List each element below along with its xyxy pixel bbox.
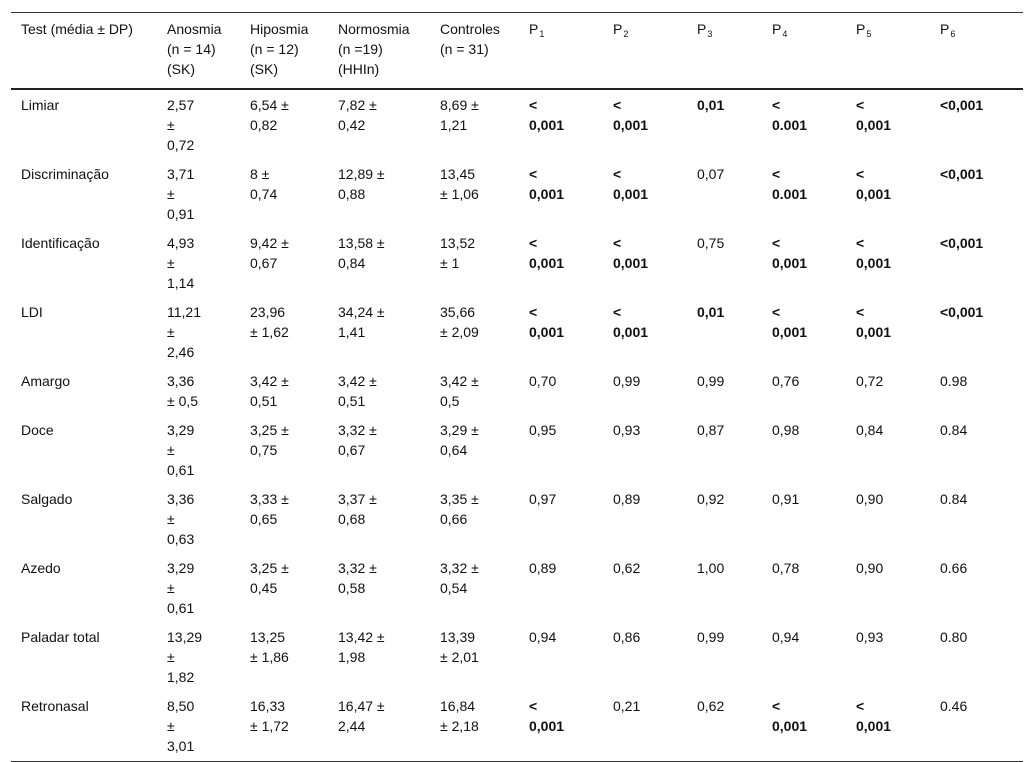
- cell-p2: < 0,001: [613, 235, 649, 271]
- table-row: [11, 485, 1023, 554]
- cell-p4: < 0,001: [772, 304, 808, 340]
- cell-p6: 0.66: [940, 560, 968, 576]
- cell-p4: 0,76: [772, 373, 800, 389]
- cell-p1: 0,94: [529, 629, 557, 645]
- header-hiposmia: Hiposmia (n = 12) (SK): [250, 21, 309, 77]
- cell-controles: 3,35 ± 0,66: [440, 491, 479, 527]
- cell-hiposmia: 8 ± 0,74: [250, 166, 278, 202]
- cell-controles: 3,32 ± 0,54: [440, 560, 479, 596]
- table-row: [11, 229, 1023, 298]
- header-p1: $P_1$: [529, 21, 545, 39]
- cell-p4: < 0.001: [772, 166, 808, 202]
- cell-p2: < 0,001: [613, 97, 649, 133]
- table-row: [11, 298, 1023, 367]
- cell-hiposmia: 16,33 ± 1,72: [250, 698, 289, 734]
- cell-p6: 0.98: [940, 373, 968, 389]
- cell-anosmia: 3,36 ± 0,63: [167, 491, 195, 547]
- cell-normosmia: 7,82 ± 0,42: [338, 97, 377, 133]
- cell-p1: 0,95: [529, 422, 557, 438]
- cell-hiposmia: 13,25 ± 1,86: [250, 629, 289, 665]
- table-row: [11, 554, 1023, 623]
- cell-test-name: Azedo: [21, 560, 61, 576]
- cell-controles: 8,69 ± 1,21: [440, 97, 479, 133]
- cell-p3: 0,75: [697, 235, 725, 251]
- header-p2: $P_2$: [613, 21, 629, 39]
- table-row: [11, 160, 1023, 229]
- table-row: [11, 692, 1023, 762]
- cell-p3: 0,92: [697, 491, 725, 507]
- cell-p3: 0,07: [697, 166, 725, 182]
- cell-controles: 16,84 ± 2,18: [440, 698, 479, 734]
- cell-p4: 0,98: [772, 422, 800, 438]
- cell-p4: < 0.001: [772, 97, 808, 133]
- cell-normosmia: 3,32 ± 0,58: [338, 560, 377, 596]
- cell-test-name: Limiar: [21, 97, 60, 113]
- cell-normosmia: 12,89 ± 0,88: [338, 166, 385, 202]
- cell-p6: <0,001: [940, 166, 984, 182]
- header-anosmia: Anosmia (n = 14) (SK): [167, 21, 222, 77]
- header-p4: $P_4$: [772, 21, 788, 39]
- cell-normosmia: 16,47 ± 2,44: [338, 698, 385, 734]
- cell-hiposmia: 9,42 ± 0,67: [250, 235, 289, 271]
- cell-anosmia: 13,29 ± 1,82: [167, 629, 203, 685]
- cell-normosmia: 13,58 ± 0,84: [338, 235, 385, 271]
- cell-p6: <0,001: [940, 304, 984, 320]
- header-p3: $P_3$: [697, 21, 713, 39]
- cell-p4: 0,78: [772, 560, 800, 576]
- cell-p5: 0,84: [856, 422, 884, 438]
- cell-p2: < 0,001: [613, 166, 649, 202]
- cell-test-name: Retronasal: [21, 698, 89, 714]
- cell-p3: 1,00: [697, 560, 725, 576]
- header-controles: Controles (n = 31): [440, 21, 500, 57]
- table-body: [11, 89, 1023, 762]
- results-table-container: [11, 12, 1023, 762]
- cell-p3: 0,99: [697, 373, 725, 389]
- cell-p4: < 0,001: [772, 698, 808, 734]
- cell-test-name: Paladar total: [21, 629, 100, 645]
- cell-hiposmia: 3,25 ± 0,75: [250, 422, 289, 458]
- cell-p4: 0,91: [772, 491, 800, 507]
- cell-normosmia: 3,37 ± 0,68: [338, 491, 377, 527]
- cell-p3: 0,99: [697, 629, 725, 645]
- cell-controles: 3,42 ± 0,5: [440, 373, 479, 409]
- cell-anosmia: 3,29 ± 0,61: [167, 560, 195, 616]
- header-row: [11, 13, 1023, 90]
- cell-normosmia: 34,24 ± 1,41: [338, 304, 385, 340]
- cell-p3: 0,87: [697, 422, 725, 438]
- table-row: [11, 367, 1023, 416]
- cell-test-name: Discriminação: [21, 166, 109, 182]
- cell-p6: 0.46: [940, 698, 968, 714]
- cell-anosmia: 3,36 ± 0,5: [167, 373, 199, 409]
- cell-p5: < 0,001: [856, 97, 892, 133]
- cell-normosmia: 3,42 ± 0,51: [338, 373, 377, 409]
- cell-p1: 0,97: [529, 491, 557, 507]
- cell-p4: < 0,001: [772, 235, 808, 271]
- cell-p5: < 0,001: [856, 304, 892, 340]
- cell-controles: 13,45 ± 1,06: [440, 166, 479, 202]
- cell-p2: < 0,001: [613, 304, 649, 340]
- cell-p5: 0,93: [856, 629, 884, 645]
- cell-p3: 0,01: [697, 304, 725, 320]
- cell-normosmia: 13,42 ± 1,98: [338, 629, 385, 665]
- header-p5: $P_5$: [856, 21, 872, 39]
- cell-anosmia: 2,57 ± 0,72: [167, 97, 195, 153]
- table-row: [11, 623, 1023, 692]
- cell-test-name: Doce: [21, 422, 54, 438]
- cell-anosmia: 11,21 ± 2,46: [167, 304, 201, 360]
- cell-hiposmia: 3,42 ± 0,51: [250, 373, 289, 409]
- cell-test-name: Amargo: [21, 373, 71, 389]
- cell-p2: 0,99: [613, 373, 641, 389]
- table-row: [11, 416, 1023, 485]
- cell-p1: < 0,001: [529, 97, 565, 133]
- cell-p1: < 0,001: [529, 304, 565, 340]
- cell-p5: < 0,001: [856, 235, 892, 271]
- cell-hiposmia: 23,96 ± 1,62: [250, 304, 289, 340]
- cell-test-name: LDI: [21, 304, 43, 320]
- cell-controles: 13,52 ± 1: [440, 235, 476, 271]
- cell-p5: 0,90: [856, 560, 884, 576]
- cell-controles: 13,39 ± 2,01: [440, 629, 479, 665]
- cell-p2: 0,21: [613, 698, 641, 714]
- cell-p1: 0,70: [529, 373, 557, 389]
- cell-p3: 0,01: [697, 97, 725, 113]
- cell-p6: 0.84: [940, 491, 968, 507]
- cell-anosmia: 3,71 ± 0,91: [167, 166, 195, 222]
- header-p6: $P_6$: [940, 21, 956, 39]
- cell-p1: 0,89: [529, 560, 557, 576]
- cell-anosmia: 8,50 ± 3,01: [167, 698, 195, 754]
- cell-normosmia: 3,32 ± 0,67: [338, 422, 377, 458]
- cell-p5: < 0,001: [856, 166, 892, 202]
- cell-p5: 0,90: [856, 491, 884, 507]
- cell-p6: <0,001: [940, 97, 984, 113]
- cell-p2: 0,93: [613, 422, 641, 438]
- cell-p1: < 0,001: [529, 235, 565, 271]
- cell-test-name: Identificação: [21, 235, 100, 251]
- cell-p5: < 0,001: [856, 698, 892, 734]
- cell-p2: 0,86: [613, 629, 641, 645]
- table-row: [11, 89, 1023, 160]
- header-test: Test (média ± DP): [21, 21, 133, 37]
- cell-hiposmia: 6,54 ± 0,82: [250, 97, 289, 133]
- cell-p2: 0,62: [613, 560, 641, 576]
- cell-p5: 0,72: [856, 373, 884, 389]
- cell-anosmia: 4,93 ± 1,14: [167, 235, 195, 291]
- cell-p6: 0.80: [940, 629, 968, 645]
- cell-p6: 0.84: [940, 422, 968, 438]
- cell-hiposmia: 3,33 ± 0,65: [250, 491, 289, 527]
- cell-p3: 0,62: [697, 698, 725, 714]
- cell-p6: <0,001: [940, 235, 984, 251]
- header-normosmia: Normosmia (n =19) (HHIn): [338, 21, 410, 77]
- cell-p2: 0,89: [613, 491, 641, 507]
- cell-p1: < 0,001: [529, 698, 565, 734]
- cell-controles: 3,29 ± 0,64: [440, 422, 479, 458]
- cell-controles: 35,66 ± 2,09: [440, 304, 479, 340]
- cell-hiposmia: 3,25 ± 0,45: [250, 560, 289, 596]
- cell-anosmia: 3,29 ± 0,61: [167, 422, 195, 478]
- cell-p4: 0,94: [772, 629, 800, 645]
- results-table: [11, 12, 1023, 762]
- cell-p1: < 0,001: [529, 166, 565, 202]
- cell-test-name: Salgado: [21, 491, 73, 507]
